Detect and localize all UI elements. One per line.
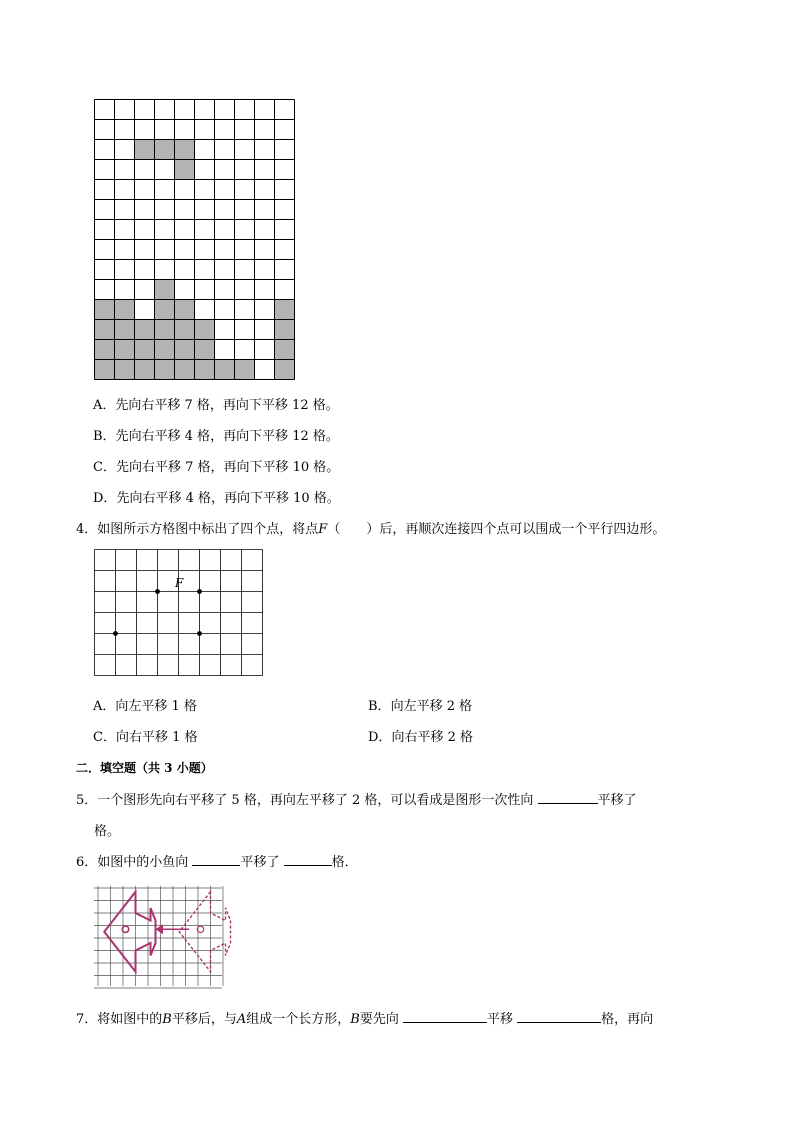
- shaded-cell: [115, 360, 135, 380]
- shaded-cell: [155, 360, 175, 380]
- question-4-stem: 4．如图所示方格图中标出了四个点，将点F（ ）后，再顺次连接四个点可以围成一个平行四边形。: [76, 522, 666, 537]
- shaded-cell: [155, 340, 175, 360]
- shaded-cell: [175, 160, 195, 180]
- shaded-cell: [195, 320, 215, 340]
- answer-blank[interactable]: [403, 1022, 487, 1023]
- shaded-cell: [155, 140, 175, 160]
- question-5-line1: 5．一个图形先向右平移了 5 格，再向左平移了 2 格，可以看成是图形一次性向 平移了: [76, 793, 637, 808]
- shaded-cell: [275, 320, 295, 340]
- question-6-stem: 6．如图中的小鱼向 平移了 格．: [76, 855, 358, 870]
- option-b: B．先向右平移 4 格，再向下平移 12 格。: [93, 429, 339, 444]
- grid-point: [155, 589, 160, 594]
- option-b: B．向左平移 2 格: [368, 699, 473, 714]
- shaded-cell: [115, 320, 135, 340]
- grid-point: [113, 631, 118, 636]
- grid-point: [197, 589, 202, 594]
- option-a: A．向左平移 1 格: [93, 699, 197, 714]
- question-5-line2: 格。: [94, 824, 121, 839]
- shaded-cell: [95, 360, 115, 380]
- shaded-cell: [155, 300, 175, 320]
- shaded-cell: [235, 360, 255, 380]
- shaded-cell: [275, 300, 295, 320]
- shaded-cell: [175, 320, 195, 340]
- shaded-cell: [155, 280, 175, 300]
- shaded-cell: [175, 360, 195, 380]
- shaded-cell: [135, 140, 155, 160]
- shaded-cell: [275, 360, 295, 380]
- shaded-cell: [175, 300, 195, 320]
- shaded-cell: [115, 340, 135, 360]
- shaded-cell: [95, 340, 115, 360]
- option-d: D．先向右平移 4 格，再向下平移 10 格。: [93, 491, 340, 506]
- shaded-cell: [135, 360, 155, 380]
- option-d: D．向右平移 2 格: [368, 730, 473, 745]
- shaded-cell: [215, 360, 235, 380]
- option-a: A．先向右平移 7 格，再向下平移 12 格。: [93, 398, 339, 413]
- translation-grid-figure: [94, 99, 295, 380]
- fish-translation-figure: [94, 886, 222, 986]
- shaded-cell: [175, 140, 195, 160]
- point-grid-figure: [94, 549, 264, 677]
- shaded-cell: [175, 340, 195, 360]
- answer-blank[interactable]: [538, 803, 598, 804]
- point-label-f: F: [175, 576, 184, 590]
- shaded-cell: [195, 340, 215, 360]
- shaded-cell: [95, 320, 115, 340]
- grid-point: [197, 631, 202, 636]
- shaded-cell: [115, 300, 135, 320]
- question-7-stem: 7．将如图中的B平移后，与A组成一个长方形，B要先向 平移 格，再向: [76, 1012, 654, 1027]
- shaded-cell: [195, 360, 215, 380]
- option-c: C．向右平移 1 格: [93, 730, 198, 745]
- answer-blank[interactable]: [284, 865, 332, 866]
- section-title: 二．填空题（共 3 小题）: [76, 761, 213, 775]
- shaded-cell: [95, 300, 115, 320]
- shaded-cell: [155, 320, 175, 340]
- option-c: C．先向右平移 7 格，再向下平移 10 格。: [93, 460, 340, 475]
- shaded-cell: [275, 340, 295, 360]
- answer-blank[interactable]: [517, 1022, 601, 1023]
- shaded-cell: [135, 340, 155, 360]
- answer-blank[interactable]: [192, 865, 240, 866]
- shaded-cell: [135, 320, 155, 340]
